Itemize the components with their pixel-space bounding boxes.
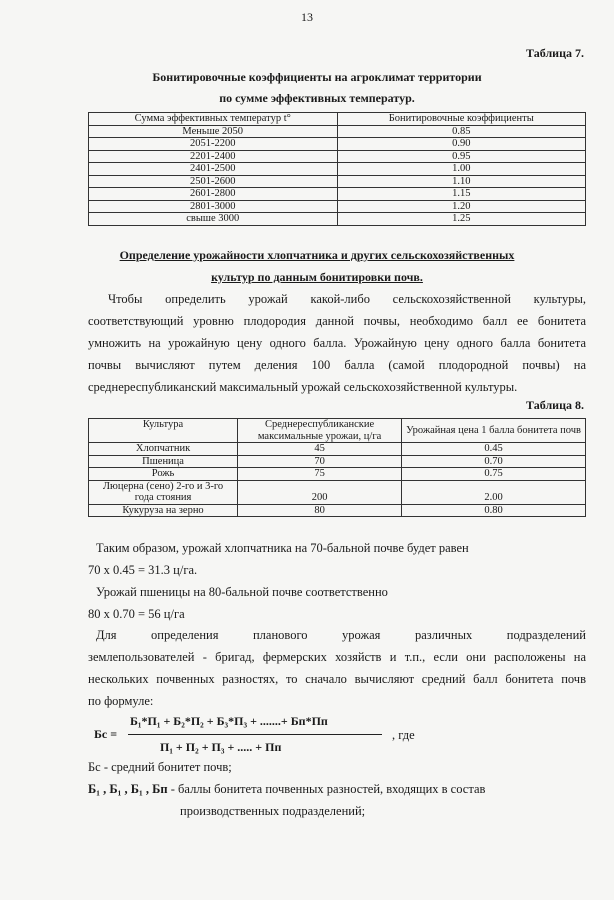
table-cell: 2501-2600	[89, 175, 338, 188]
paragraph-line: землепользователей - бригад, фермерских хозяйств и т.п., если они расположены на	[88, 650, 586, 664]
formula-denominator: П₁ + П₂ + П₃ + ..... + Пп	[160, 740, 282, 754]
table-cell: Кукуруза на зерно	[89, 504, 238, 517]
table-cell: 0.85	[337, 125, 586, 138]
table-cell: 0.70	[402, 455, 586, 468]
text-line: Таким образом, урожай хлопчатника на 70-бальной почве будет равен	[96, 541, 469, 555]
table-row	[89, 175, 586, 188]
table-row	[89, 163, 586, 176]
table-cell: 0.90	[337, 138, 586, 151]
table8	[88, 418, 586, 517]
table-cell: 70	[238, 455, 402, 468]
table-cell: Хлопчатник	[89, 443, 238, 456]
table-cell: 2401-2500	[89, 163, 338, 176]
text-line: Урожай пшеницы на 80-бальной почве соответственно	[96, 585, 388, 599]
table-row	[89, 138, 586, 151]
paragraph-line: почвы вычисляют путем деления 100 балла (самой плодородной почвы) на	[88, 358, 586, 372]
table-cell: свыше 3000	[89, 213, 338, 226]
paragraph-line: Чтобы определить урожай какой-либо сельскохозяйственной культуры,	[108, 292, 586, 306]
table-row	[89, 125, 586, 138]
section-heading-line2: культур по данным бонитировки почв.	[211, 270, 423, 284]
table-cell: 200	[238, 480, 402, 504]
table-cell: 1.10	[337, 175, 586, 188]
table7-header-cell: Бонитировочные коэффициенты	[337, 113, 586, 126]
table-row	[89, 443, 586, 456]
table7-header-row	[89, 113, 586, 126]
paragraph-line: среднереспубликанский максимальный урожай сельскохозяйственной культуры.	[88, 380, 518, 394]
paragraph-line: соответствующий уровню плодородия данной почвы, необходимо балл ее бонитета	[88, 314, 586, 328]
table8-header-cell: Среднереспубликанские максимальные урожаи, ц/га	[238, 419, 402, 443]
table-cell: 1.20	[337, 200, 586, 213]
paragraph-line: Для определения планового урожая различных подразделений	[96, 628, 586, 642]
table-cell: 2801-3000	[89, 200, 338, 213]
definition-line: производственных подразделений;	[180, 804, 366, 818]
table-cell: 2051-2200	[89, 138, 338, 151]
definition-line: Бс - средний бонитет почв;	[88, 760, 232, 774]
table-cell: 80	[238, 504, 402, 517]
table7-title-line2: по сумме эффективных температур.	[219, 91, 415, 105]
table7-label: Таблица 7.	[526, 46, 584, 60]
table-cell: 1.15	[337, 188, 586, 201]
table-cell: 2601-2800	[89, 188, 338, 201]
table-row	[89, 200, 586, 213]
definition-symbols: Б₁ , Б₁ , Б₁ , Бп	[88, 782, 168, 796]
definition-text: - баллы бонитета почвенных разностей, входящих в состав	[167, 782, 486, 796]
table8-label: Таблица 8.	[526, 398, 584, 412]
paragraph-line: по формуле:	[88, 694, 154, 708]
table-row	[89, 213, 586, 226]
table-cell: 0.95	[337, 150, 586, 163]
table-cell: 1.00	[337, 163, 586, 176]
table-cell: 0.80	[402, 504, 586, 517]
paragraph-2	[88, 624, 586, 712]
table8-header-row	[89, 419, 586, 443]
text-line: 70 х 0.45 = 31.3 ц/га.	[88, 563, 198, 577]
table-row	[89, 188, 586, 201]
table-cell: 2.00	[402, 480, 586, 504]
page-number: 13	[301, 10, 313, 24]
paragraph-line: нескольких почвенных разностях, то сначало вычисляют средний балл бонитета почв	[88, 672, 586, 686]
table-row	[89, 504, 586, 517]
section-heading-line1: Определение урожайности хлопчатника и других сельскохозяйственных	[119, 248, 515, 262]
table-cell: 1.25	[337, 213, 586, 226]
table-row	[89, 468, 586, 481]
fraction-bar	[128, 734, 382, 735]
table-cell: 0.45	[402, 443, 586, 456]
definition-line	[88, 782, 485, 797]
table8-header-cell: Урожайная цена 1 балла бонитета почв	[402, 419, 586, 443]
table-cell: 0.75	[402, 468, 586, 481]
text-line: 80 х 0.70 = 56 ц/га	[88, 607, 185, 621]
table7-title-line1: Бонитировочные коэффициенты на агроклимат территории	[152, 70, 482, 84]
table-row	[89, 150, 586, 163]
table-row	[89, 480, 586, 504]
table-cell: 45	[238, 443, 402, 456]
formula-numerator: Б₁*П₁ + Б₂*П₂ + Б₃*П₃ + .......+ Бп*Пп	[130, 714, 328, 728]
table8-header-cell: Культура	[89, 419, 238, 443]
formula-where: , где	[392, 728, 415, 742]
table-row	[89, 455, 586, 468]
table-cell: 75	[238, 468, 402, 481]
table7-header-cell: Сумма эффективных температур t°	[89, 113, 338, 126]
table7	[88, 112, 586, 226]
table-cell: Люцерна (сено) 2-го и 3-го года стояния	[89, 480, 238, 504]
paragraph-1	[88, 288, 586, 398]
formula-lhs: Бс =	[94, 727, 118, 741]
paragraph-line: умножить на урожайную цену одного балла. Урожайную цену одного балла бонитета	[88, 336, 586, 350]
table-cell: Пшеница	[89, 455, 238, 468]
table-cell: Меньше 2050	[89, 125, 338, 138]
table-cell: 2201-2400	[89, 150, 338, 163]
table-cell: Рожь	[89, 468, 238, 481]
